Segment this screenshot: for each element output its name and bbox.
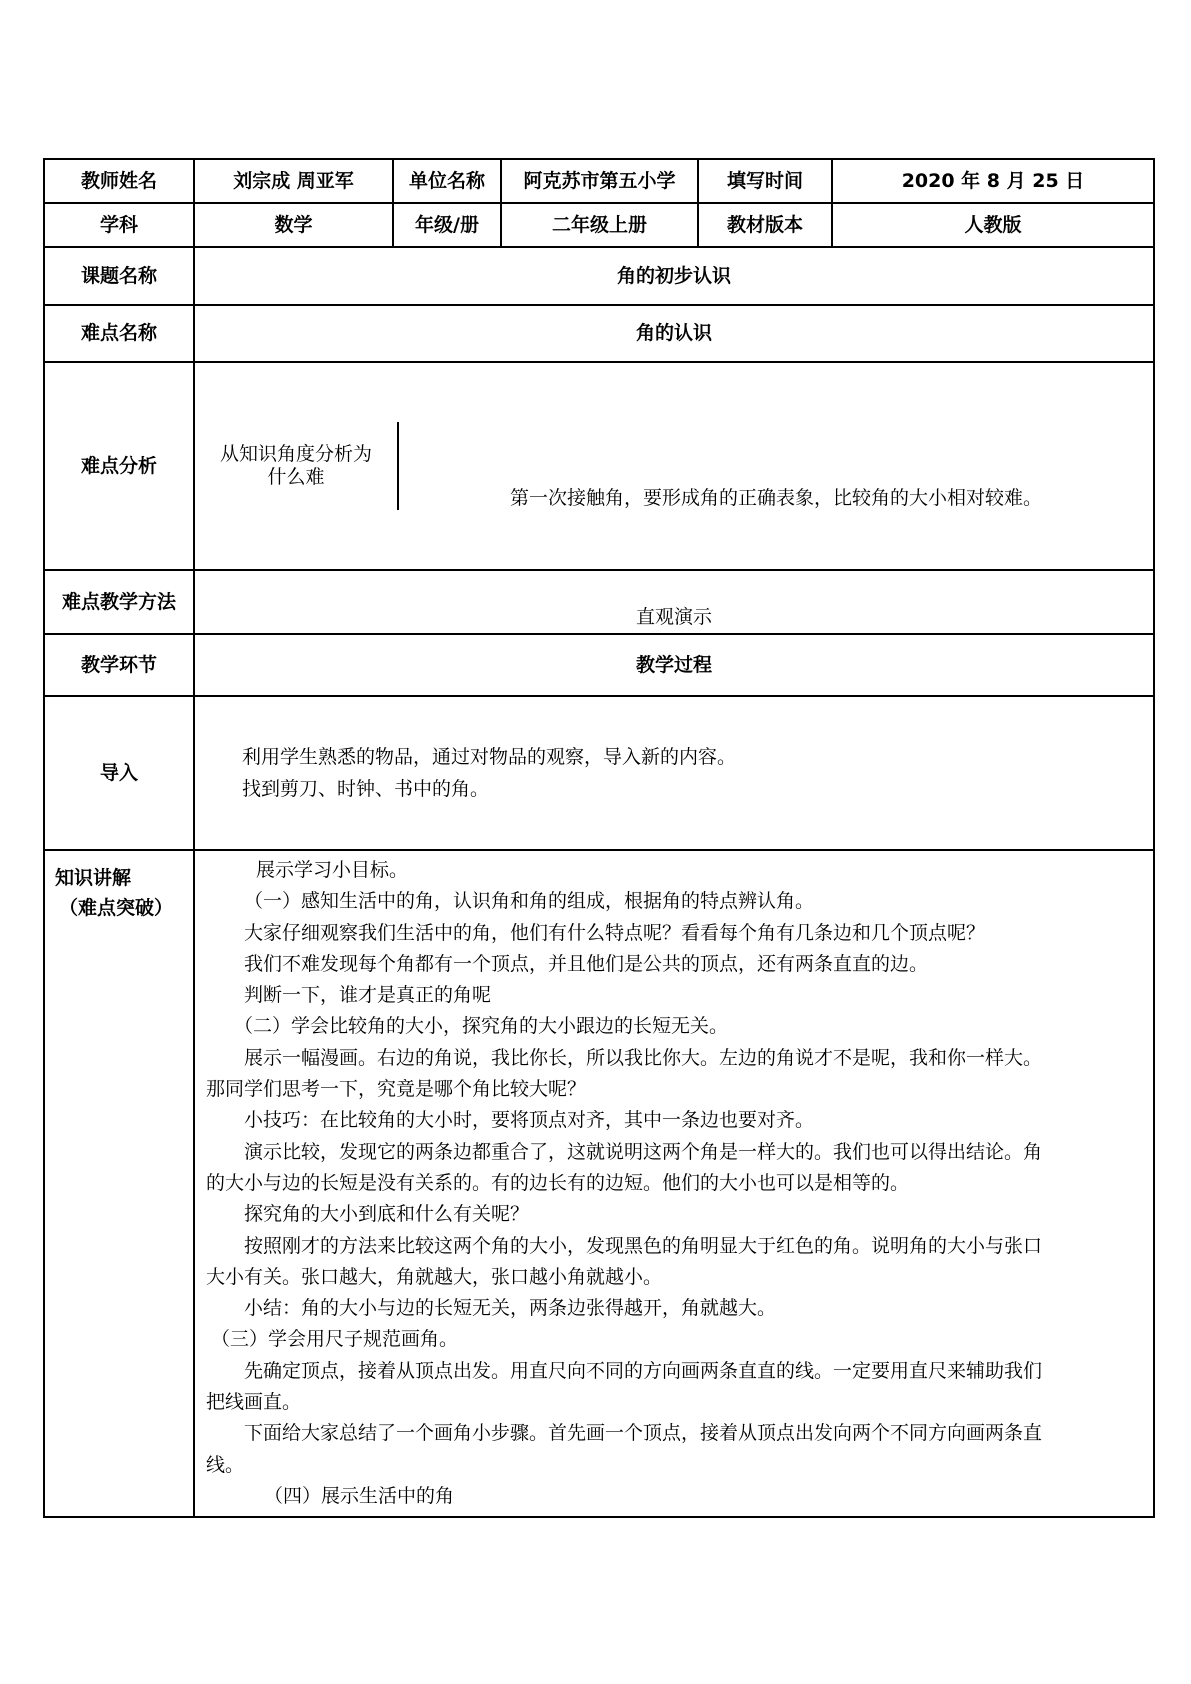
process-header-row bbox=[44, 634, 1154, 696]
analysis-subtable bbox=[195, 422, 1153, 510]
analysis-content bbox=[194, 362, 1154, 570]
difficulty-row bbox=[44, 305, 1154, 362]
difficulty-value: 角的认识 bbox=[194, 305, 1154, 362]
knowledge-line: （四）展示生活中的角 bbox=[264, 1484, 455, 1507]
method-label: 难点教学方法 bbox=[44, 570, 194, 634]
knowledge-line: 大小有关。张口越大，角就越大，张口越小角就越小。 bbox=[206, 1265, 663, 1288]
knowledge-line: （二）学会比较角的大小，探究角的大小跟边的长短无关。 bbox=[234, 1015, 729, 1038]
grade-label: 年级/册 bbox=[393, 203, 501, 247]
knowledge-line: 展示学习小目标。 bbox=[256, 859, 409, 881]
analysis-answer: 第一次接触角，要形成角的正确表象，比较角的大小相对较难。 bbox=[398, 422, 1153, 510]
knowledge-label bbox=[44, 850, 194, 1517]
intro-label: 导入 bbox=[44, 696, 194, 850]
knowledge-line: 小技巧：在比较角的大小时，要将顶点对齐，其中一条边也要对齐。 bbox=[244, 1109, 815, 1132]
knowledge-line: （三）学会用尺子规范画角。 bbox=[211, 1328, 459, 1351]
header-row-2 bbox=[44, 203, 1154, 247]
date-value: 2020 年 8 月 25 日 bbox=[832, 159, 1154, 203]
knowledge-content bbox=[194, 850, 1154, 1517]
unit-label: 单位名称 bbox=[393, 159, 501, 203]
analysis-question bbox=[195, 422, 398, 510]
knowledge-row bbox=[44, 850, 1154, 1517]
unit-value: 阿克苏市第五小学 bbox=[501, 159, 698, 203]
intro-line: 找到剪刀、时钟、书中的角。 bbox=[242, 778, 490, 800]
knowledge-line: 探究角的大小到底和什么有关呢？ bbox=[244, 1203, 530, 1226]
teacher-label: 教师姓名 bbox=[44, 159, 194, 203]
lesson-plan-page bbox=[43, 158, 1153, 1518]
intro-content bbox=[194, 696, 1154, 850]
analysis-question-line1: 从知识角度分析为 bbox=[219, 443, 372, 466]
grade-value: 二年级上册 bbox=[501, 203, 698, 247]
intro-line: 利用学生熟悉的物品，通过对物品的观察，导入新的内容。 bbox=[242, 746, 737, 768]
process-label: 教学过程 bbox=[194, 634, 1154, 696]
stage-label: 教学环节 bbox=[44, 634, 194, 696]
topic-label: 课题名称 bbox=[44, 247, 194, 305]
teacher-value: 刘宗成 周亚军 bbox=[194, 159, 393, 203]
analysis-label: 难点分析 bbox=[44, 362, 194, 570]
edition-value: 人教版 bbox=[832, 203, 1154, 247]
method-row bbox=[44, 570, 1154, 634]
subject-value: 数学 bbox=[194, 203, 393, 247]
knowledge-line: （一）感知生活中的角，认识角和角的组成，根据角的特点辨认角。 bbox=[244, 890, 815, 913]
knowledge-label-line2: （难点突破） bbox=[59, 897, 174, 919]
analysis-row bbox=[44, 362, 1154, 570]
topic-row bbox=[44, 247, 1154, 305]
knowledge-line: 那同学们思考一下，究竟是哪个角比较大呢？ bbox=[206, 1078, 587, 1101]
method-value: 直观演示 bbox=[194, 570, 1154, 634]
knowledge-line: 我们不难发现每个角都有一个顶点，并且他们是公共的顶点，还有两条直直的边。 bbox=[244, 952, 929, 975]
subject-label: 学科 bbox=[44, 203, 194, 247]
lesson-plan-table bbox=[43, 158, 1155, 1518]
knowledge-line: 展示一幅漫画。右边的角说，我比你长，所以我比你大。左边的角说才不是呢，我和你一样大。 bbox=[244, 1046, 1043, 1069]
knowledge-line: 按照刚才的方法来比较这两个角的大小，发现黑色的角明显大于红色的角。说明角的大小与张口 bbox=[244, 1234, 1043, 1257]
difficulty-label: 难点名称 bbox=[44, 305, 194, 362]
knowledge-line: 小结：角的大小与边的长短无关，两条边张得越开，角就越大。 bbox=[244, 1297, 777, 1320]
intro-row bbox=[44, 696, 1154, 850]
edition-label: 教材版本 bbox=[698, 203, 832, 247]
topic-value: 角的初步认识 bbox=[194, 247, 1154, 305]
knowledge-line: 线。 bbox=[206, 1453, 245, 1476]
knowledge-line: 下面给大家总结了一个画角小步骤。首先画一个顶点，接着从顶点出发向两个不同方向画两条直 bbox=[244, 1422, 1043, 1445]
knowledge-line: 先确定顶点，接着从顶点出发。用直尺向不同的方向画两条直直的线。一定要用直尺来辅助我们 bbox=[244, 1359, 1043, 1382]
knowledge-line: 判断一下，谁才是真正的角呢 bbox=[244, 984, 492, 1007]
analysis-question-line2: 什么难 bbox=[267, 465, 325, 488]
knowledge-label-line1: 知识讲解 bbox=[55, 867, 132, 889]
knowledge-line: 把线画直。 bbox=[206, 1391, 302, 1414]
header-row-1 bbox=[44, 159, 1154, 203]
knowledge-line: 大家仔细观察我们生活中的角，他们有什么特点呢？看看每个角有几条边和几个顶点呢？ bbox=[244, 921, 986, 944]
knowledge-line: 的大小与边的长短是没有关系的。有的边长有的边短。他们的大小也可以是相等的。 bbox=[206, 1171, 910, 1194]
date-label: 填写时间 bbox=[698, 159, 832, 203]
knowledge-line: 演示比较，发现它的两条边都重合了，这就说明这两个角是一样大的。我们也可以得出结论。角 bbox=[244, 1140, 1043, 1163]
